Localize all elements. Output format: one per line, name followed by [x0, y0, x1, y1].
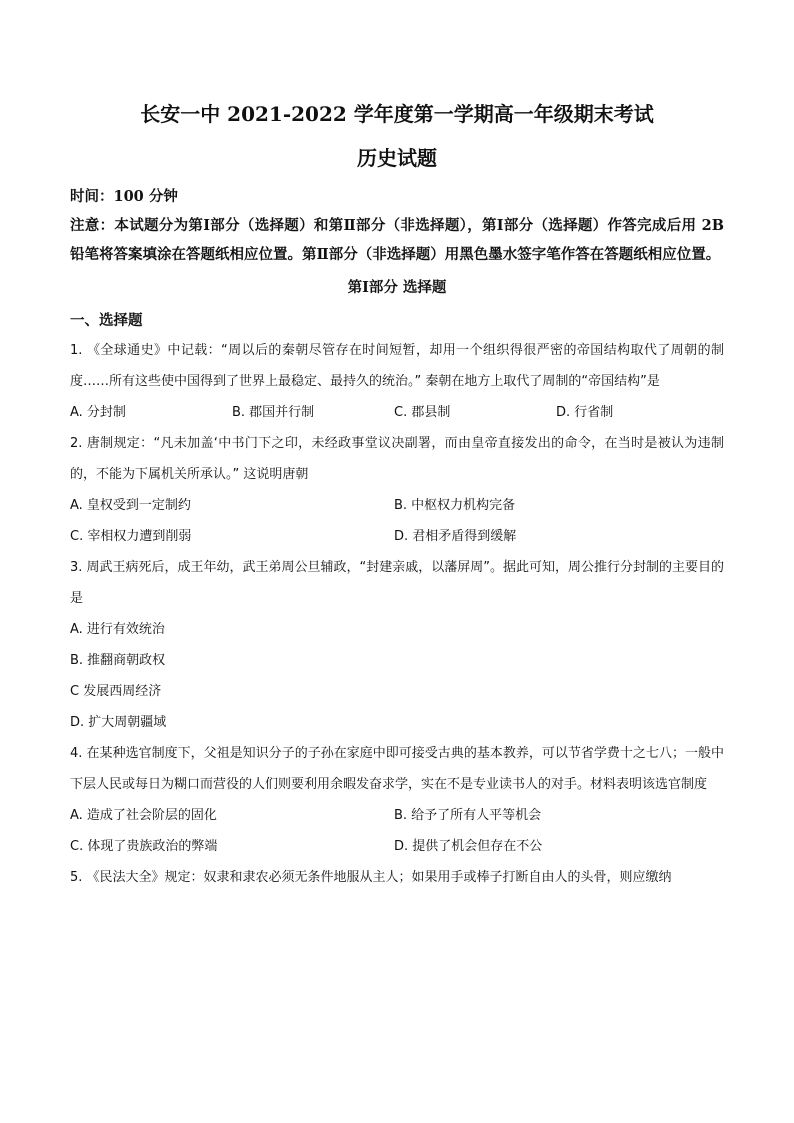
- option-a: A. 皇权受到一定制约: [70, 498, 191, 513]
- question-stem: 4. 在某种选官制度下，父祖是知识分子的子孙在家庭中即可接受古典的基本教养，可以节省学费十之七八；一般中下层人民或每日为糊口而营役的人们则要利用余暇发奋求学，实在不是专业读书人的对手。材料表明该选官制度: [70, 746, 724, 792]
- option-c: C. 体现了贵族政治的弊端: [70, 839, 218, 854]
- question-2: [70, 428, 724, 552]
- option-b: B. 中枢权力机构完备: [394, 498, 516, 513]
- question-stem: 3. 周武王病死后，成王年幼，武王弟周公旦辅政，“封建亲戚，以藩屏周”。据此可知，周公推行分封制的主要目的是: [70, 560, 725, 606]
- option-c: C. 郡县制: [394, 405, 451, 420]
- question-stem: 2. 唐制规定：“凡未加盖‘中书门下之印，未经政事堂议决副署，而由皇帝直接发出的命令，在当时是被认为违制的，不能为下属机关所承认。” 这说明唐朝: [70, 436, 724, 482]
- option-a: A. 进行有效统治: [70, 622, 165, 637]
- section-heading: 一、选择题: [70, 312, 143, 329]
- option-list: [70, 800, 724, 862]
- exam-subtitle: 历史试题: [357, 146, 437, 170]
- option-c: C 发展西周经济: [70, 684, 162, 699]
- option-list: [70, 397, 724, 428]
- option-d: D. 提供了机会但存在不公: [394, 839, 543, 854]
- exam-time: 时间：100 分钟: [70, 188, 178, 205]
- option-b: B. 推翻商朝政权: [70, 653, 166, 668]
- option-d: D. 扩大周朝疆域: [70, 715, 167, 730]
- option-b: B. 郡国并行制: [232, 405, 315, 420]
- question-5: [70, 862, 724, 893]
- question-4: [70, 738, 724, 862]
- option-list: [70, 490, 724, 552]
- exam-title: 长安一中 2021-2022 学年度第一学期高一年级期末考试: [140, 102, 654, 126]
- option-a: A. 造成了社会阶层的固化: [70, 808, 217, 823]
- option-d: D. 君相矛盾得到缓解: [394, 529, 517, 544]
- exam-notice: 注意：本试题分为第Ⅰ部分（选择题）和第Ⅱ部分（非选择题），第Ⅰ部分（选择题）作答完成后用 2B 铅笔将答案填涂在答题纸相应位置。第Ⅱ部分（非选择题）用黑色墨水签字笔作答在答题纸相应位置。: [70, 217, 724, 263]
- option-d: D. 行省制: [556, 405, 614, 420]
- option-c: C. 宰相权力遭到削弱: [70, 529, 192, 544]
- option-b: B. 给予了所有人平等机会: [394, 808, 542, 823]
- question-1: [70, 335, 724, 428]
- question-stem: 1. 《全球通史》中记载：“周以后的秦朝尽管存在时间短暂，却用一个组织得很严密的帝国结构取代了周朝的制度……所有这些使中国得到了世界上最稳定、最持久的统治。” 秦朝在地方上取代了周制的“帝国结构”是: [70, 343, 724, 389]
- question-3: [70, 552, 724, 738]
- option-a: A. 分封制: [70, 405, 126, 420]
- option-list: [70, 614, 724, 738]
- question-stem: 5. 《民法大全》规定：奴隶和隶农必须无条件地服从主人；如果用手或棒子打断自由人的头骨，则应缴纳: [70, 870, 672, 885]
- part-one-title: 第Ⅰ部分 选择题: [347, 279, 447, 296]
